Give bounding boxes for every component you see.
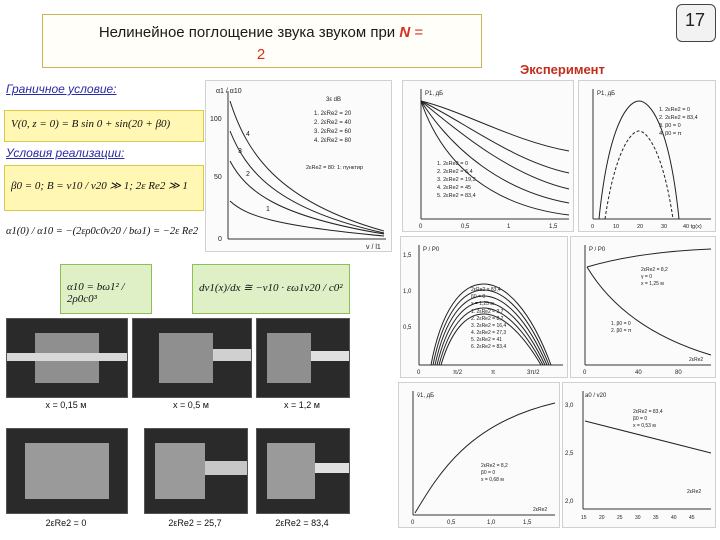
realization-equation: β0 = 0; B = v10 / v20 ≫ 1; 2ε Re2 ≫ 1 — [11, 180, 188, 192]
slide-title — [42, 22, 480, 66]
y-axis-label: P / P0 — [589, 247, 606, 253]
x-tick-30: 30 — [635, 515, 641, 521]
param-1: 2εRe2 = 8,2 — [641, 267, 668, 273]
y-tick-20: 2,0 — [565, 499, 574, 505]
y-tick-0: 0 — [218, 236, 222, 243]
legend-1: 1. 2εRe2 = 0 — [437, 161, 469, 167]
param-2: β0 = 0 — [633, 416, 648, 422]
boundary-equation-box — [4, 110, 204, 142]
plot-annotation: 2εRe2 = 80: 1: пунктир — [306, 165, 364, 171]
photo-probe — [7, 353, 127, 361]
curve-label-1: 1 — [266, 206, 270, 213]
legend-2: 2. β0 = π — [611, 328, 632, 334]
photo-caption-2: x = 0,5 м — [173, 400, 209, 410]
dv-equation-box — [192, 264, 350, 314]
x-tick-35: 35 — [653, 515, 659, 521]
experiment-graph-3 — [400, 236, 568, 378]
photo-re-834 — [256, 428, 350, 514]
experiment-graph-2-svg — [579, 81, 715, 231]
legend-5: 5. 2εRe2 = 83,4 — [437, 193, 476, 199]
legend-3: 3. 2εRe2 = 19,3 — [437, 177, 476, 183]
x-tick-3pi2: 3π/2 — [527, 370, 540, 376]
alpha10-equation: α10 = bω1² / 2ρ0c0³ — [67, 281, 125, 305]
legend-1: 1. β0 = 0 — [611, 321, 631, 327]
curve-label-3: 3 — [238, 148, 242, 155]
legend-3: 3. 2εRe2 = 16,4 — [471, 323, 507, 329]
photo-re-834-art — [257, 429, 349, 513]
param-3: x = 0,53 м — [633, 423, 656, 429]
x-tick-1: 1 — [507, 224, 511, 230]
x-tick-20: 20 — [637, 224, 644, 230]
y-tick-05: 0,5 — [403, 325, 412, 331]
legend-3: 3. β0 = 0 — [659, 123, 681, 129]
photo-beam — [155, 443, 205, 499]
dv-equation: dv1(x)/dx ≅ −v10 · εω1v20 / c0² — [199, 282, 343, 294]
x-tick-05: 0,5 — [447, 520, 456, 526]
x-tick-30: 30 — [661, 224, 668, 230]
legend-1: 1. 2εRe2 = 2,7 — [471, 309, 504, 315]
photo-probe — [315, 463, 349, 473]
photo-caption-3: x = 1,2 м — [284, 400, 320, 410]
photo-probe — [205, 461, 247, 475]
y-tick-15: 1,5 — [403, 253, 412, 259]
param-1: 2εRe2 = 83,4 — [471, 287, 501, 293]
x-tick-15: 1,5 — [549, 224, 558, 230]
experiment-graph-5-svg — [399, 383, 559, 527]
x-tick-45: 45 — [689, 515, 695, 521]
legend-item-1: 1. 2εRe2 = 20 — [314, 111, 352, 117]
y-axis-label: P / P0 — [423, 247, 440, 253]
photo-caption-4: 2εRe2 = 0 — [45, 518, 87, 528]
y-tick-100: 100 — [210, 116, 222, 123]
curve-dashed — [605, 131, 673, 219]
x-tick-20: 20 — [599, 515, 605, 521]
photo-re-0-art — [7, 429, 127, 513]
x-tick-0: 0 — [417, 370, 421, 376]
title-main: Нелинейное поглощение звука звуком при — [98, 24, 396, 41]
curve-3 — [230, 131, 384, 233]
x-tick-40: 40 — [635, 370, 642, 376]
y-tick-10: 1,0 — [403, 289, 412, 295]
param-3: x = 0,68 м — [481, 477, 504, 483]
experiment-graph-1 — [402, 80, 574, 232]
photo-caption-6: 2εRe2 = 83,4 — [275, 518, 329, 528]
curve-label-4: 4 — [246, 131, 250, 138]
photo-x-12-art — [257, 319, 349, 397]
experiment-graph-1-svg — [403, 81, 573, 231]
y-axis-label: α1 / α10 — [216, 88, 242, 95]
legend-2: 2. 2εRe2 = 6,4 — [437, 169, 473, 175]
realization-equation-box — [4, 165, 204, 211]
photo-beam — [159, 333, 213, 383]
legend-6: 6. 2εRe2 = 83,4 — [471, 344, 507, 350]
x-tick-0: 0 — [411, 520, 415, 526]
photo-x-05-art — [133, 319, 251, 397]
x-tick-10: 10 — [613, 224, 620, 230]
curve-2 — [587, 249, 711, 267]
x-tick-80: 80 — [675, 370, 682, 376]
y-axis-label: P1, дБ — [425, 91, 444, 97]
param-2: β0 = 0 — [471, 294, 486, 300]
experiment-graph-6-svg — [563, 383, 715, 527]
y-axis-label: v̄1, дБ — [417, 393, 435, 399]
photo-probe — [213, 349, 251, 361]
experiment-graph-6 — [562, 382, 716, 528]
legend-item-4: 4. 2εRe2 = 80 — [314, 138, 352, 144]
photo-beam — [267, 443, 315, 499]
photo-re-0 — [6, 428, 128, 514]
curve-2 — [230, 161, 384, 234]
x-tick-25: 25 — [617, 515, 623, 521]
x-tick-15: 15 — [581, 515, 587, 521]
experiment-graph-5 — [398, 382, 560, 528]
legend-2: 2. 2εRe2 = 8,2 — [471, 316, 504, 322]
legend-5: 5. 2εRe2 = 41 — [471, 337, 503, 343]
photo-x-12 — [256, 318, 350, 398]
x-tick-0: 0 — [583, 370, 587, 376]
param-2: β0 = 0 — [481, 470, 496, 476]
legend-item-2: 2. 2εRe2 = 40 — [314, 120, 352, 126]
photo-re-257-art — [145, 429, 247, 513]
photo-x-015 — [6, 318, 128, 398]
title-equals: = — [414, 24, 424, 41]
photo-re-257 — [144, 428, 248, 514]
photo-x-015-art — [7, 319, 127, 397]
page-number: 17 — [684, 10, 706, 30]
param-3: x = 1,25 м — [471, 301, 494, 307]
experiment-graph-3-svg — [401, 237, 567, 377]
photo-x-05 — [132, 318, 252, 398]
experiment-label: Эксперимент — [520, 62, 605, 77]
param-2: γ = 0 — [641, 274, 652, 280]
curve-1 — [230, 201, 384, 236]
legend-4: 4. 2εRe2 = 27,3 — [471, 330, 507, 336]
legend-1: 1. 2εRe2 = 0 — [659, 107, 691, 113]
legend-2: 2. 2εRe2 = 83,4 — [659, 115, 698, 121]
legend-item-3: 3. 2εRe2 = 60 — [314, 129, 352, 135]
experiment-graph-2 — [578, 80, 716, 232]
alpha-ratio-equation: α1(0) / α10 = −(2ερ0c0v20 / bω1) = −2ε Re2 — [6, 226, 199, 237]
photo-caption-5: 2εRe2 = 25,7 — [168, 518, 222, 528]
x-tick-10: 1,0 — [487, 520, 496, 526]
absorption-plot — [205, 80, 392, 252]
legend-title: 3ε dB — [326, 97, 342, 103]
y-tick-50: 50 — [214, 174, 222, 181]
curve — [415, 403, 555, 513]
x-end-label: 2εRe2 — [687, 489, 702, 495]
realization-conditions-label: Условия реализации: — [6, 146, 125, 160]
photo-probe — [311, 351, 349, 361]
photo-beam — [25, 443, 109, 499]
x-tick-40: 40 tg(x) — [683, 224, 702, 230]
y-tick-30: 3,0 — [565, 403, 574, 409]
x-end-label: 2εRe2 — [533, 507, 548, 513]
photo-beam — [267, 333, 311, 383]
x-tick-pi2: π/2 — [453, 370, 463, 376]
param-1: 2εRe2 = 83,4 — [633, 409, 663, 415]
boundary-condition-label: Граничное условие: — [6, 82, 117, 96]
x-end-label: 2εRe2 — [689, 357, 704, 363]
x-tick-40: 40 — [671, 515, 677, 521]
experiment-graph-4-svg — [571, 237, 715, 377]
experiment-graph-4 — [570, 236, 716, 378]
x-tick-15: 1,5 — [523, 520, 532, 526]
photo-caption-1: x = 0,15 м — [45, 400, 87, 410]
title-value: 2 — [256, 46, 266, 63]
x-tick-0: 0 — [591, 224, 595, 230]
absorption-plot-svg — [206, 81, 391, 251]
curve-label-2: 2 — [246, 171, 250, 178]
x-tick-0: 0 — [419, 224, 423, 230]
legend-4: 4. β0 = π — [659, 131, 682, 137]
curve-1 — [421, 101, 569, 151]
alpha10-equation-box — [60, 264, 152, 314]
param-3: x = 1,25 м — [641, 281, 664, 287]
param-1: 2εRe2 = 8,2 — [481, 463, 508, 469]
y-axis-label: a0 / v20 — [585, 393, 607, 399]
y-tick-25: 2,5 — [565, 451, 574, 457]
legend-4: 4. 2εRe2 = 45 — [437, 185, 472, 191]
y-axis-label: P1, дБ — [597, 91, 616, 97]
x-tick-05: 0,5 — [461, 224, 470, 230]
x-tick-pi: π — [491, 370, 496, 376]
boundary-equation: V(0, z = 0) = B sin 0 + sin(20 + β0) — [11, 118, 171, 130]
title-variable: N — [399, 24, 411, 41]
x-axis-label: v / l1 — [366, 244, 381, 251]
